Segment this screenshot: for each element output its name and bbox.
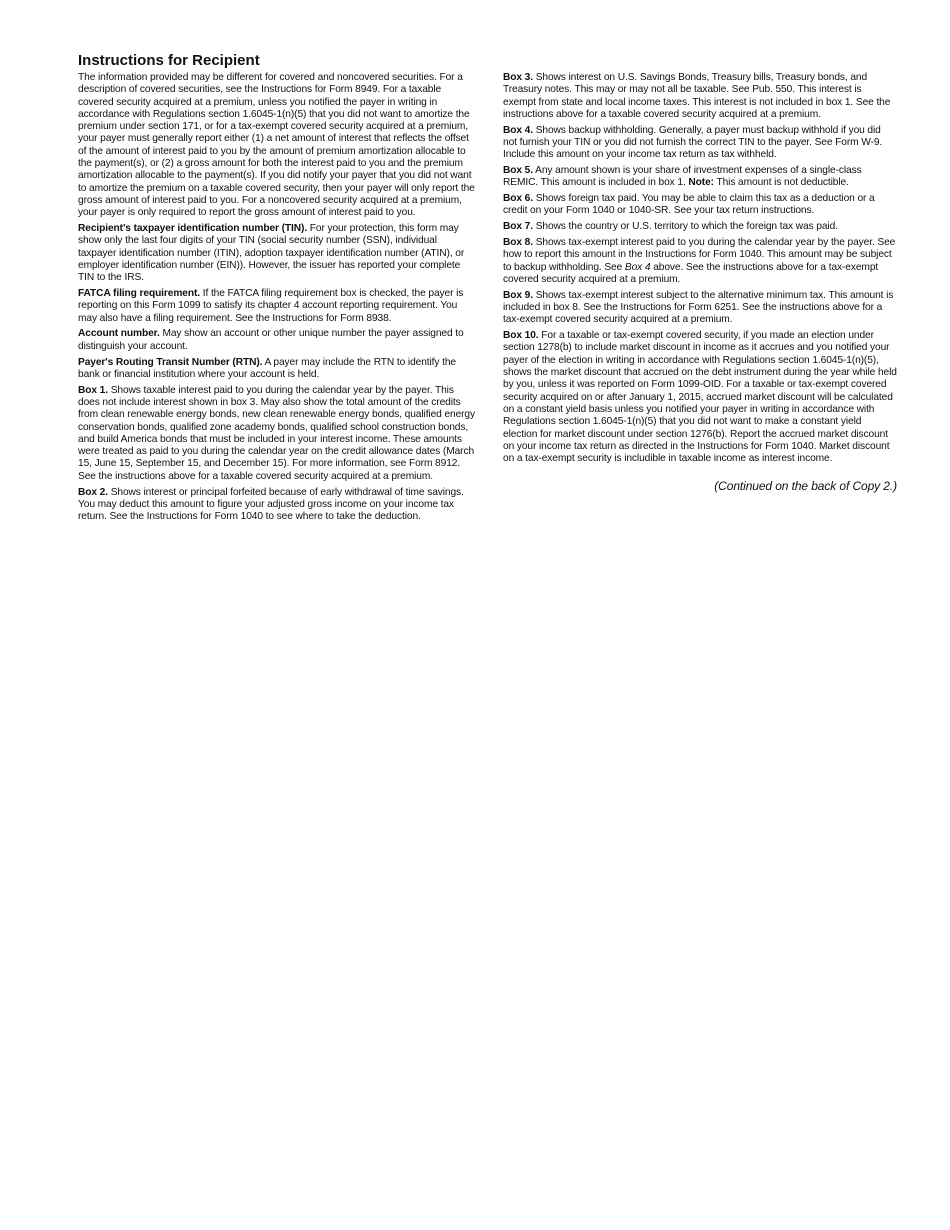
- box-4-paragraph: Box 4. Shows backup withholding. Generally, a payer must backup withhold if you did not furnish your TIN or you did not furnish the correct TIN to the payer. See Form W-9. Include this amount on your income tax return as tax withheld.: [503, 124, 883, 161]
- box-3-paragraph: Box 3. Shows interest on U.S. Savings Bonds, Treasury bills, Treasury bonds, and Treasury notes. This may or may not all be taxable. See Pub. 550. This interest is exempt from state and local income taxes. This interest is not included in box 1. See the instructions above for a taxable covered security acquired at a premium.: [503, 72, 891, 120]
- intro-paragraph: The information provided may be different for covered and noncovered securities. For a description of covered securities, see the Instructions for Form 8949. For a taxable covered security acquired at a premium, unless you notified the payer in writing in accordance with Regulations section 1.6045-1(n)(5) that you did not want to amortize the premium under section 171, or for a tax-exempt covered security acquired at a premium, your payer must generally report either (1) a net amount of interest that reflects the offset of the amount of interest paid to you by the amount of premium amortization allocable to the payment(s), or (2) a gross amount for both the interest paid to you and the premium amortization allocable to the payment(s). If you did notify your payer that you did not want to amortize the premium on a taxable covered security, then your payer will only report the gross amount of interest paid to you. For a noncovered security acquired at a premium, your payer is only required to report the gross amount of interest paid to you.: [78, 72, 475, 219]
- box-7-paragraph: Box 7. Shows the country or U.S. territory to which the foreign tax was paid.: [503, 221, 838, 233]
- continued-note: (Continued on the back of Copy 2.): [714, 479, 897, 494]
- left-column: [78, 72, 476, 527]
- account-number-paragraph: Account number. May show an account or other unique number the payer assigned to distinguish your account.: [78, 328, 464, 352]
- box-5-paragraph: Box 5. Any amount shown is your share of investment expenses of a single-class REMIC. This amount is included in box 1. Note: This amount is not deductible.: [503, 165, 862, 189]
- box-2-paragraph: Box 2. Shows interest or principal forfeited because of early withdrawal of time savings. You may deduct this amount to figure your adjusted gross income on your income tax return. See the Instructions for Form 1040 to see where to take the deduction.: [78, 486, 464, 523]
- box-9-paragraph: Box 9. Shows tax-exempt interest subject to the alternative minimum tax. This amount is included in box 8. See the Instructions for Form 6251. See the instructions above for a tax-exempt covered security acquired at a premium.: [503, 289, 894, 326]
- box-10-paragraph: Box 10. For a taxable or tax-exempt covered security, if you made an election under section 1278(b) to include market discount in income as it accrues and you notified your payer of the election in writing in accordance with Regulations section 1.6045-1(n)(5), shows the market discount that accrued on the debt instrument during the year while held by you, unless it was reported on Form 1099-OID. For a taxable or tax-exempt covered security acquired on or after January 1, 2015, accrued market discount will be calculated on a constant yield basis unless you notified your payer in writing in accordance with Regulations section 1.6045-1(n)(5) that you did not want to make a constant yield election for market discount under section 1276(b). Report the accrued market discount on your income tax return as directed in the Instructions for Form 1040. Market discount on a tax-exempt security is includible in taxable income as interest income.: [503, 330, 897, 465]
- tin-paragraph: Recipient's taxpayer identification number (TIN). For your protection, this form may show only the last four digits of your TIN (social security number (SSN), individual taxpayer identification number (ITIN), adoption taxpayer identification number (ATIN), or employer identification number (EIN)). However, the issuer has reported your complete TIN to the IRS.: [78, 223, 465, 284]
- box-1-paragraph: Box 1. Shows taxable interest paid to you during the calendar year by the payer. This does not include interest shown in box 3. May also show the total amount of the credits from clean renewable energy bonds, new clean renewable energy bonds, qualified energy conservation bonds, qualified zone academy bonds, qualified school construction bonds, and build America bonds that must be included in your interest income. These amounts were treated as paid to you during the calendar year on the credit allowance dates (March 15, June 15, September 15, and December 15). For more information, see Form 8912. See the instructions above for a taxable covered security acquired at a premium.: [78, 384, 475, 482]
- fatca-paragraph: FATCA filing requirement. If the FATCA filing requirement box is checked, the payer is reporting on this Form 1099 to satisfy its chapter 4 account reporting requirement. You may also have a filing requirement. See the Instructions for Form 8938.: [78, 288, 464, 324]
- page-title: Instructions for Recipient: [78, 52, 260, 69]
- box-6-paragraph: Box 6. Shows foreign tax paid. You may be able to claim this tax as a deduction or a credit on your Form 1040 or 1040-SR. See your tax return instructions.: [503, 193, 875, 217]
- rtn-paragraph: Payer's Routing Transit Number (RTN). A payer may include the RTN to identify the bank or financial institution where your account is held.: [78, 356, 456, 380]
- box-8-paragraph: Box 8. Shows tax-exempt interest paid to you during the calendar year by the payer. See how to report this amount in the Instructions for Form 1040. This amount may be subject to backup withholding. See Box 4 above. See the instructions above for a tax-exempt covered security acquired at a premium.: [503, 237, 896, 285]
- right-column: [503, 72, 897, 497]
